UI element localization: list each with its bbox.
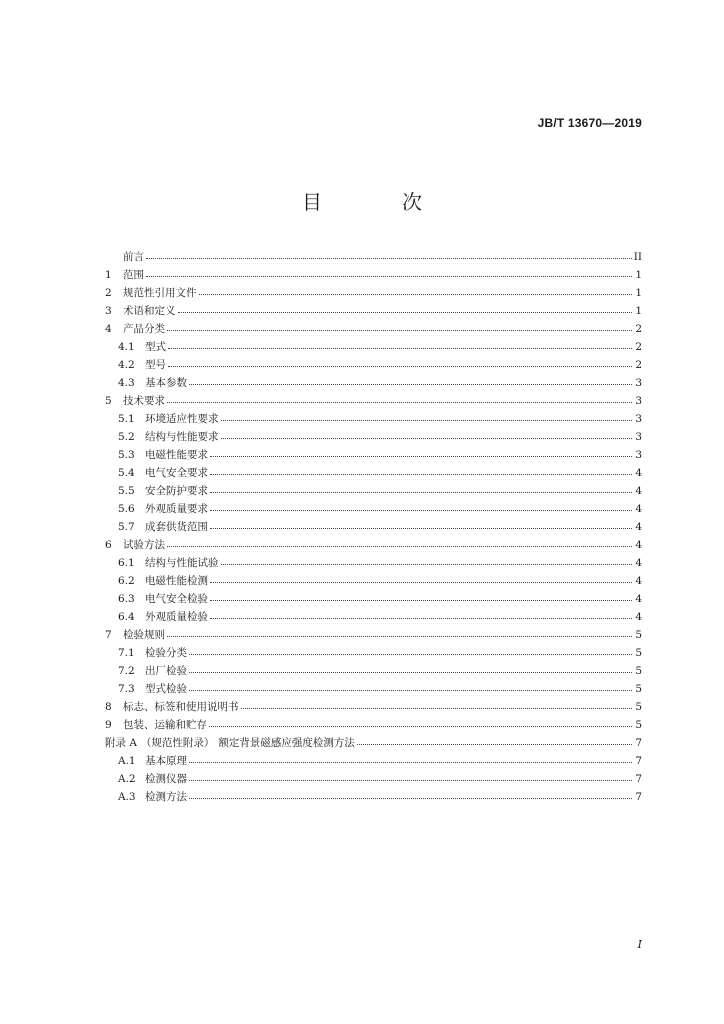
- table-of-contents: [105, 248, 642, 806]
- toc-leader-dots: [209, 726, 632, 727]
- toc-entry-number: 附录 A: [105, 737, 137, 749]
- toc-entry-page: 5: [635, 665, 642, 677]
- toc-leader-dots: [168, 366, 632, 367]
- toc-entry-page: 4: [635, 575, 642, 587]
- toc-entry-label: 电气安全要求: [145, 467, 208, 479]
- toc-leader-dots: [210, 474, 632, 475]
- toc-entry-page: 3: [635, 395, 642, 407]
- toc-leader-dots: [189, 384, 632, 385]
- toc-entry[interactable]: [105, 626, 642, 644]
- toc-entry-number: 1: [105, 269, 112, 281]
- toc-entry-page: 5: [635, 683, 642, 695]
- toc-entry[interactable]: [105, 752, 642, 770]
- toc-entry[interactable]: [105, 284, 642, 302]
- toc-leader-dots: [168, 348, 632, 349]
- toc-entry-label: 型号: [145, 359, 166, 371]
- toc-entry[interactable]: [105, 734, 642, 752]
- toc-entry-page: 2: [635, 323, 642, 335]
- toc-entry[interactable]: [105, 410, 642, 428]
- toc-entry-page: 3: [635, 431, 642, 443]
- toc-entry-page: 5: [635, 647, 642, 659]
- toc-entry-label: 包装、运输和贮存: [123, 719, 207, 731]
- toc-leader-dots: [210, 618, 632, 619]
- toc-entry[interactable]: [105, 590, 642, 608]
- toc-entry-label: 电磁性能要求: [145, 449, 208, 461]
- toc-entry-number: A.2: [118, 773, 136, 785]
- toc-entry-label: 结构与性能要求: [145, 431, 219, 443]
- toc-leader-dots: [241, 708, 633, 709]
- toc-leader-dots: [189, 762, 632, 763]
- toc-entry-page: 4: [635, 557, 642, 569]
- toc-entry-page: 4: [635, 539, 642, 551]
- toc-entry-page: 1: [635, 269, 642, 281]
- toc-entry-page: 3: [635, 449, 642, 461]
- toc-entry-page: 4: [635, 485, 642, 497]
- toc-entry-label: 出厂检验: [145, 665, 187, 677]
- toc-entry[interactable]: [105, 320, 642, 338]
- toc-entry-page: 1: [635, 305, 642, 317]
- toc-entry-number: 5.7: [118, 521, 135, 533]
- toc-leader-dots: [199, 294, 633, 295]
- toc-entry-number: 5.2: [118, 431, 135, 443]
- toc-entry-page: 3: [635, 413, 642, 425]
- toc-leader-dots: [178, 312, 633, 313]
- toc-entry-page: 4: [635, 611, 642, 623]
- toc-leader-dots: [210, 600, 632, 601]
- toc-entry[interactable]: [105, 248, 642, 266]
- toc-entry-number: 9: [105, 719, 112, 731]
- toc-entry[interactable]: [105, 770, 642, 788]
- toc-leader-dots: [210, 492, 632, 493]
- toc-entry-number: 5.3: [118, 449, 135, 461]
- toc-entry-page: 5: [635, 719, 642, 731]
- toc-entry[interactable]: [105, 644, 642, 662]
- toc-entry[interactable]: [105, 446, 642, 464]
- toc-leader-dots: [221, 420, 633, 421]
- toc-entry-label: 检测仪器: [145, 773, 187, 785]
- toc-leader-dots: [210, 456, 632, 457]
- toc-entry-page: 7: [635, 755, 642, 767]
- toc-leader-dots: [189, 672, 632, 673]
- standard-code: JB/T 13670—2019: [537, 116, 642, 130]
- toc-entry[interactable]: [105, 662, 642, 680]
- toc-entry-label: 型式: [145, 341, 166, 353]
- toc-entry-label: 基本参数: [145, 377, 187, 389]
- toc-entry-number: 5.6: [118, 503, 135, 515]
- toc-entry-page: 4: [635, 467, 642, 479]
- toc-entry-number: 4.3: [118, 377, 135, 389]
- toc-entry[interactable]: [105, 302, 642, 320]
- page-number: I: [637, 938, 642, 951]
- toc-entry-label: 电气安全检验: [145, 593, 208, 605]
- toc-leader-dots: [167, 330, 632, 331]
- toc-entry-number: 6.2: [118, 575, 135, 587]
- toc-leader-dots: [221, 438, 633, 439]
- toc-entry[interactable]: [105, 518, 642, 536]
- toc-entry[interactable]: [105, 338, 642, 356]
- toc-entry-number: A.3: [118, 791, 136, 803]
- toc-leader-dots: [357, 744, 632, 745]
- toc-entry[interactable]: [105, 788, 642, 806]
- toc-entry[interactable]: [105, 500, 642, 518]
- toc-entry-page: 5: [635, 701, 642, 713]
- toc-entry-number: 8: [105, 701, 112, 713]
- toc-entry-label: 成套供货范围: [145, 521, 208, 533]
- toc-entry-number: 5.1: [118, 413, 135, 425]
- toc-entry-label: 型式检验: [145, 683, 187, 695]
- toc-entry-number: 7.2: [118, 665, 135, 677]
- toc-entry-label: 结构与性能试验: [145, 557, 219, 569]
- toc-entry-label: 标志、标签和使用说明书: [123, 701, 239, 713]
- toc-leader-dots: [189, 798, 632, 799]
- toc-entry-number: 4.1: [118, 341, 135, 353]
- toc-entry-number: 6.3: [118, 593, 135, 605]
- toc-leader-dots: [167, 402, 632, 403]
- toc-entry-label: 前言: [123, 251, 144, 263]
- toc-entry-label: 检验分类: [145, 647, 187, 659]
- toc-entry-number: 5.4: [118, 467, 135, 479]
- toc-entry-number: 5: [105, 395, 112, 407]
- toc-entry-number: 7: [105, 629, 112, 641]
- toc-entry-page: II: [633, 251, 642, 263]
- toc-entry-number: 6: [105, 539, 112, 551]
- toc-leader-dots: [189, 654, 632, 655]
- toc-entry-page: 4: [635, 503, 642, 515]
- toc-leader-dots: [189, 780, 632, 781]
- toc-leader-dots: [210, 510, 632, 511]
- toc-entry-page: 1: [635, 287, 642, 299]
- toc-entry[interactable]: [105, 392, 642, 410]
- toc-entry-label: 安全防护要求: [145, 485, 208, 497]
- toc-entry-number: 2: [105, 287, 112, 299]
- toc-entry-number: 6.1: [118, 557, 135, 569]
- toc-entry-label: 术语和定义: [123, 305, 176, 317]
- toc-entry-subtitle: 额定背景磁感应强度检测方法: [218, 737, 355, 749]
- toc-leader-dots: [210, 528, 632, 529]
- toc-leader-dots: [167, 546, 632, 547]
- toc-entry-page: 7: [635, 773, 642, 785]
- toc-entry[interactable]: [105, 608, 642, 626]
- toc-entry-number: 6.4: [118, 611, 135, 623]
- toc-entry-page: 4: [635, 593, 642, 605]
- toc-entry-number: 3: [105, 305, 112, 317]
- toc-entry-label: 技术要求: [123, 395, 165, 407]
- toc-entry[interactable]: [105, 716, 642, 734]
- toc-entry-label: 环境适应性要求: [145, 413, 219, 425]
- toc-entry-number: 7.1: [118, 647, 135, 659]
- toc-entry[interactable]: [105, 482, 642, 500]
- toc-entry-page: 2: [635, 341, 642, 353]
- toc-leader-dots: [146, 258, 632, 259]
- toc-entry-page: 4: [635, 521, 642, 533]
- toc-entry[interactable]: [105, 680, 642, 698]
- toc-entry[interactable]: [105, 536, 642, 554]
- toc-entry[interactable]: [105, 698, 642, 716]
- toc-entry-label: 规范性引用文件: [123, 287, 197, 299]
- toc-entry-label: 电磁性能检测: [145, 575, 208, 587]
- toc-entry-number: 4: [105, 323, 112, 335]
- toc-entry-label: 外观质量要求: [145, 503, 208, 515]
- toc-leader-dots: [210, 582, 632, 583]
- toc-entry-label: 检测方法: [145, 791, 187, 803]
- toc-entry-label: 产品分类: [123, 323, 165, 335]
- toc-entry[interactable]: [105, 554, 642, 572]
- toc-leader-dots: [146, 276, 632, 277]
- toc-entry[interactable]: [105, 464, 642, 482]
- toc-entry-number: 5.5: [118, 485, 135, 497]
- toc-entry-label: 外观质量检验: [145, 611, 208, 623]
- toc-entry-label: 基本原理: [145, 755, 187, 767]
- toc-leader-dots: [167, 636, 632, 637]
- toc-entry[interactable]: [105, 356, 642, 374]
- toc-entry-page: 7: [635, 791, 642, 803]
- toc-entry-number: 7.3: [118, 683, 135, 695]
- toc-leader-dots: [221, 564, 633, 565]
- toc-entry-label: 范围: [123, 269, 144, 281]
- toc-entry-page: 2: [635, 359, 642, 371]
- toc-entry[interactable]: [105, 374, 642, 392]
- toc-leader-dots: [189, 690, 632, 691]
- toc-entry-label: 检验规则: [123, 629, 165, 641]
- toc-title: 目 次: [302, 190, 452, 214]
- toc-entry[interactable]: [105, 428, 642, 446]
- toc-entry-number: A.1: [118, 755, 136, 767]
- toc-entry-page: 3: [635, 377, 642, 389]
- toc-entry-page: 7: [635, 737, 642, 749]
- toc-entry-label: （规范性附录）: [140, 737, 215, 749]
- toc-entry-label: 试验方法: [123, 539, 165, 551]
- toc-entry[interactable]: [105, 266, 642, 284]
- toc-entry[interactable]: [105, 572, 642, 590]
- toc-entry-page: 5: [635, 629, 642, 641]
- toc-entry-number: 4.2: [118, 359, 135, 371]
